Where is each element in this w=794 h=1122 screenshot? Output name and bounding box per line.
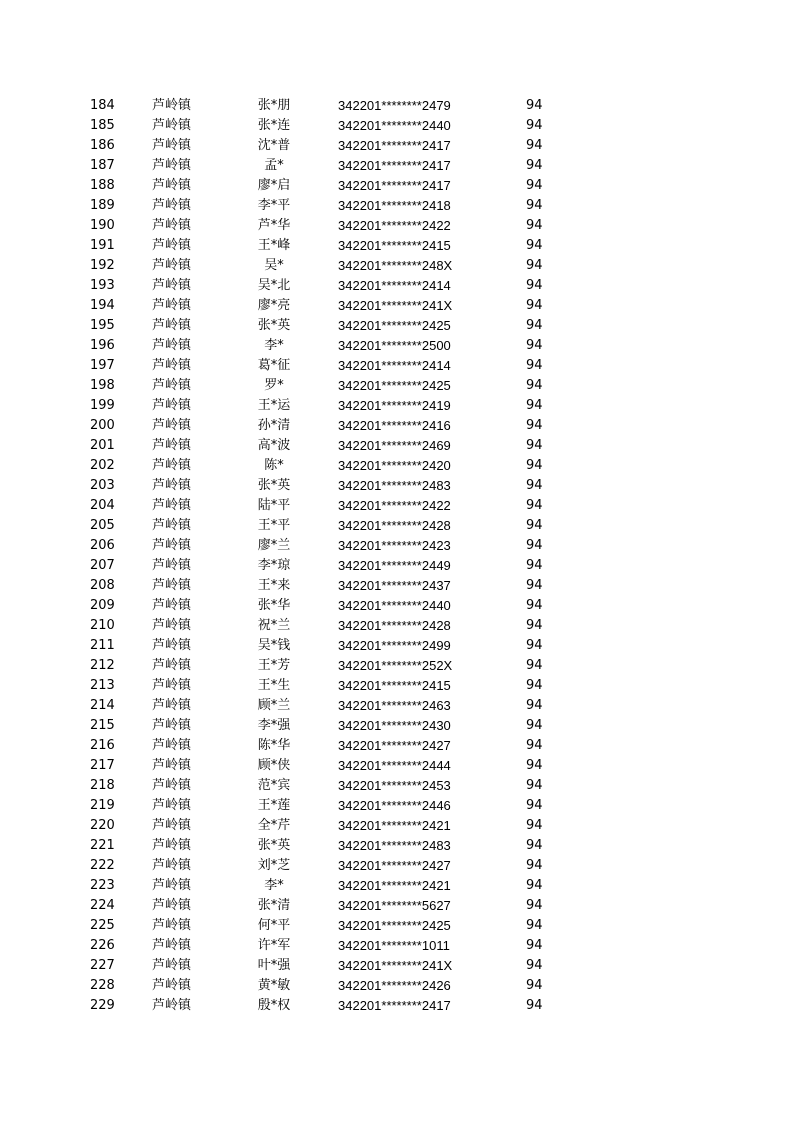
score-value: 94 — [526, 898, 543, 913]
person-name: 陈* — [264, 458, 284, 473]
town-name: 芦岭镇 — [152, 438, 192, 453]
town-name: 芦岭镇 — [152, 478, 192, 493]
row-number: 217 — [90, 758, 115, 773]
person-name: 李*强 — [257, 718, 291, 733]
score-value: 94 — [526, 258, 543, 273]
score-value: 94 — [526, 958, 543, 973]
score-value: 94 — [526, 758, 543, 773]
person-name: 吴*北 — [257, 278, 291, 293]
town-name: 芦岭镇 — [152, 578, 192, 593]
table-row — [0, 156, 794, 176]
person-name: 张*英 — [257, 478, 291, 493]
row-number: 205 — [90, 518, 115, 533]
table-row — [0, 416, 794, 436]
row-number: 200 — [90, 418, 115, 433]
id-number: 342201********2416 — [338, 418, 451, 433]
table-row — [0, 756, 794, 776]
id-number: 342201********2426 — [338, 978, 451, 993]
id-number: 342201********2414 — [338, 278, 451, 293]
town-name: 芦岭镇 — [152, 658, 192, 673]
id-number: 342201********2418 — [338, 198, 451, 213]
row-number: 220 — [90, 818, 115, 833]
row-number: 196 — [90, 338, 115, 353]
row-number: 213 — [90, 678, 115, 693]
score-value: 94 — [526, 418, 543, 433]
id-number: 342201********2479 — [338, 98, 451, 113]
table-row — [0, 276, 794, 296]
table-row — [0, 336, 794, 356]
id-number: 342201********2425 — [338, 318, 451, 333]
table-row — [0, 796, 794, 816]
id-number: 342201********252X — [338, 658, 453, 673]
table-row — [0, 576, 794, 596]
table-row — [0, 816, 794, 836]
row-number: 208 — [90, 578, 115, 593]
score-value: 94 — [526, 818, 543, 833]
person-name: 叶*强 — [257, 958, 291, 973]
person-name: 吴* — [264, 258, 284, 273]
town-name: 芦岭镇 — [152, 338, 192, 353]
person-name: 李*平 — [257, 198, 291, 213]
table-row — [0, 736, 794, 756]
table-row — [0, 596, 794, 616]
score-value: 94 — [526, 978, 543, 993]
id-number: 342201********2453 — [338, 778, 451, 793]
table-row — [0, 676, 794, 696]
town-name: 芦岭镇 — [152, 538, 192, 553]
score-value: 94 — [526, 998, 543, 1013]
id-number: 342201********2446 — [338, 798, 451, 813]
score-value: 94 — [526, 778, 543, 793]
row-number: 184 — [90, 98, 115, 113]
row-number: 224 — [90, 898, 115, 913]
person-name: 李* — [264, 338, 284, 353]
row-number: 197 — [90, 358, 115, 373]
table-row — [0, 876, 794, 896]
table-row — [0, 696, 794, 716]
town-name: 芦岭镇 — [152, 298, 192, 313]
person-name: 罗* — [264, 378, 284, 393]
score-value: 94 — [526, 598, 543, 613]
table-row — [0, 896, 794, 916]
table-row — [0, 216, 794, 236]
person-name: 李*琼 — [257, 558, 291, 573]
id-number: 342201********2415 — [338, 678, 451, 693]
id-number: 342201********1011 — [338, 938, 450, 953]
row-number: 218 — [90, 778, 115, 793]
person-name: 祝*兰 — [257, 618, 291, 633]
score-value: 94 — [526, 918, 543, 933]
person-name: 范*宾 — [257, 778, 291, 793]
person-name: 张*清 — [257, 898, 291, 913]
table-row — [0, 956, 794, 976]
table-row — [0, 976, 794, 996]
row-number: 187 — [90, 158, 115, 173]
row-number: 216 — [90, 738, 115, 753]
person-name: 吴*钱 — [257, 638, 291, 653]
id-number: 342201********2419 — [338, 398, 451, 413]
row-number: 226 — [90, 938, 115, 953]
score-value: 94 — [526, 698, 543, 713]
id-number: 342201********2421 — [338, 878, 451, 893]
row-number: 198 — [90, 378, 115, 393]
table-row — [0, 456, 794, 476]
town-name: 芦岭镇 — [152, 318, 192, 333]
person-name: 王*运 — [257, 398, 291, 413]
row-number: 219 — [90, 798, 115, 813]
person-name: 张*华 — [257, 598, 291, 613]
town-name: 芦岭镇 — [152, 838, 192, 853]
score-value: 94 — [526, 338, 543, 353]
id-number: 342201********2430 — [338, 718, 451, 733]
score-value: 94 — [526, 218, 543, 233]
score-value: 94 — [526, 98, 543, 113]
row-number: 222 — [90, 858, 115, 873]
person-name: 廖*亮 — [257, 298, 291, 313]
person-name: 王*生 — [257, 678, 291, 693]
town-name: 芦岭镇 — [152, 718, 192, 733]
score-value: 94 — [526, 618, 543, 633]
row-number: 227 — [90, 958, 115, 973]
row-number: 206 — [90, 538, 115, 553]
table-row — [0, 996, 794, 1016]
id-number: 342201********2421 — [338, 818, 451, 833]
id-number: 342201********2483 — [338, 838, 451, 853]
id-number: 342201********241X — [338, 298, 453, 313]
score-value: 94 — [526, 738, 543, 753]
town-name: 芦岭镇 — [152, 238, 192, 253]
town-name: 芦岭镇 — [152, 558, 192, 573]
town-name: 芦岭镇 — [152, 178, 192, 193]
table-row — [0, 376, 794, 396]
row-number: 204 — [90, 498, 115, 513]
row-number: 195 — [90, 318, 115, 333]
table-row — [0, 356, 794, 376]
row-number: 207 — [90, 558, 115, 573]
town-name: 芦岭镇 — [152, 898, 192, 913]
id-number: 342201********2422 — [338, 218, 451, 233]
id-number: 342201********2414 — [338, 358, 451, 373]
person-name: 王*峰 — [257, 238, 291, 253]
person-name: 芦*华 — [257, 218, 291, 233]
row-number: 188 — [90, 178, 115, 193]
person-name: 廖*启 — [257, 178, 291, 193]
town-name: 芦岭镇 — [152, 678, 192, 693]
town-name: 芦岭镇 — [152, 618, 192, 633]
row-number: 199 — [90, 398, 115, 413]
town-name: 芦岭镇 — [152, 698, 192, 713]
person-name: 张*英 — [257, 318, 291, 333]
id-number: 342201********5627 — [338, 898, 451, 913]
town-name: 芦岭镇 — [152, 458, 192, 473]
id-number: 342201********2428 — [338, 618, 451, 633]
town-name: 芦岭镇 — [152, 418, 192, 433]
score-value: 94 — [526, 638, 543, 653]
town-name: 芦岭镇 — [152, 798, 192, 813]
town-name: 芦岭镇 — [152, 98, 192, 113]
town-name: 芦岭镇 — [152, 878, 192, 893]
town-name: 芦岭镇 — [152, 138, 192, 153]
table-row — [0, 616, 794, 636]
person-name: 沈*普 — [257, 138, 291, 153]
person-name: 刘*芝 — [257, 858, 291, 873]
row-number: 192 — [90, 258, 115, 273]
id-number: 342201********2499 — [338, 638, 451, 653]
table-row — [0, 636, 794, 656]
id-number: 342201********2437 — [338, 578, 451, 593]
row-number: 185 — [90, 118, 115, 133]
row-number: 209 — [90, 598, 115, 613]
score-value: 94 — [526, 158, 543, 173]
score-value: 94 — [526, 478, 543, 493]
score-value: 94 — [526, 678, 543, 693]
id-number: 342201********2483 — [338, 478, 451, 493]
id-number: 342201********2417 — [338, 178, 451, 193]
id-number: 342201********2425 — [338, 918, 451, 933]
id-number: 342201********2420 — [338, 458, 451, 473]
table-row — [0, 656, 794, 676]
table-row — [0, 836, 794, 856]
town-name: 芦岭镇 — [152, 938, 192, 953]
table-row — [0, 476, 794, 496]
id-number: 342201********2423 — [338, 538, 451, 553]
score-value: 94 — [526, 438, 543, 453]
town-name: 芦岭镇 — [152, 758, 192, 773]
score-value: 94 — [526, 878, 543, 893]
id-number: 342201********2469 — [338, 438, 451, 453]
row-number: 193 — [90, 278, 115, 293]
table-row — [0, 776, 794, 796]
row-number: 214 — [90, 698, 115, 713]
table-row — [0, 436, 794, 456]
person-name: 何*平 — [257, 918, 291, 933]
score-value: 94 — [526, 238, 543, 253]
score-value: 94 — [526, 278, 543, 293]
town-name: 芦岭镇 — [152, 638, 192, 653]
table-row — [0, 256, 794, 276]
person-name: 张*朋 — [257, 98, 291, 113]
score-value: 94 — [526, 378, 543, 393]
table-row — [0, 236, 794, 256]
id-number: 342201********2449 — [338, 558, 451, 573]
id-number: 342201********2425 — [338, 378, 451, 393]
person-name: 王*莲 — [257, 798, 291, 813]
id-number: 342201********2417 — [338, 158, 451, 173]
score-value: 94 — [526, 178, 543, 193]
score-value: 94 — [526, 318, 543, 333]
table-row — [0, 176, 794, 196]
id-number: 342201********2427 — [338, 858, 451, 873]
town-name: 芦岭镇 — [152, 818, 192, 833]
score-value: 94 — [526, 858, 543, 873]
person-name: 张*英 — [257, 838, 291, 853]
table-row — [0, 916, 794, 936]
table-row — [0, 936, 794, 956]
person-name: 廖*兰 — [257, 538, 291, 553]
id-number: 342201********2422 — [338, 498, 451, 513]
person-name: 张*连 — [257, 118, 291, 133]
town-name: 芦岭镇 — [152, 598, 192, 613]
person-name: 顾*侠 — [257, 758, 291, 773]
table-row — [0, 116, 794, 136]
table-row — [0, 496, 794, 516]
person-name: 孟* — [264, 158, 284, 173]
town-name: 芦岭镇 — [152, 258, 192, 273]
person-name: 高*波 — [257, 438, 291, 453]
score-value: 94 — [526, 398, 543, 413]
table-row — [0, 516, 794, 536]
town-name: 芦岭镇 — [152, 498, 192, 513]
town-name: 芦岭镇 — [152, 378, 192, 393]
table-row — [0, 136, 794, 156]
row-number: 228 — [90, 978, 115, 993]
id-number: 342201********2417 — [338, 138, 451, 153]
score-value: 94 — [526, 658, 543, 673]
row-number: 186 — [90, 138, 115, 153]
score-value: 94 — [526, 558, 543, 573]
score-value: 94 — [526, 538, 543, 553]
score-value: 94 — [526, 298, 543, 313]
table-row — [0, 536, 794, 556]
score-value: 94 — [526, 118, 543, 133]
score-value: 94 — [526, 198, 543, 213]
table-row — [0, 296, 794, 316]
town-name: 芦岭镇 — [152, 218, 192, 233]
person-name: 王*平 — [257, 518, 291, 533]
table-row — [0, 716, 794, 736]
row-number: 203 — [90, 478, 115, 493]
score-value: 94 — [526, 718, 543, 733]
person-name: 王*芳 — [257, 658, 291, 673]
person-name: 殷*权 — [257, 998, 291, 1013]
town-name: 芦岭镇 — [152, 858, 192, 873]
town-name: 芦岭镇 — [152, 278, 192, 293]
town-name: 芦岭镇 — [152, 738, 192, 753]
row-number: 190 — [90, 218, 115, 233]
row-number: 215 — [90, 718, 115, 733]
person-name: 陈*华 — [257, 738, 291, 753]
town-name: 芦岭镇 — [152, 158, 192, 173]
score-value: 94 — [526, 838, 543, 853]
id-number: 342201********241X — [338, 958, 453, 973]
person-name: 全*芹 — [257, 818, 291, 833]
town-name: 芦岭镇 — [152, 518, 192, 533]
town-name: 芦岭镇 — [152, 198, 192, 213]
row-number: 202 — [90, 458, 115, 473]
score-value: 94 — [526, 458, 543, 473]
score-value: 94 — [526, 358, 543, 373]
town-name: 芦岭镇 — [152, 918, 192, 933]
score-value: 94 — [526, 498, 543, 513]
table-row — [0, 316, 794, 336]
id-number: 342201********2417 — [338, 998, 451, 1013]
row-number: 189 — [90, 198, 115, 213]
table-row — [0, 96, 794, 116]
row-number: 201 — [90, 438, 115, 453]
town-name: 芦岭镇 — [152, 358, 192, 373]
person-name: 黄*敏 — [257, 978, 291, 993]
score-value: 94 — [526, 518, 543, 533]
row-number: 229 — [90, 998, 115, 1013]
row-number: 221 — [90, 838, 115, 853]
score-value: 94 — [526, 138, 543, 153]
person-name: 李* — [264, 878, 284, 893]
score-value: 94 — [526, 938, 543, 953]
id-number: 342201********2440 — [338, 598, 451, 613]
person-name: 王*来 — [257, 578, 291, 593]
person-name: 陆*平 — [257, 498, 291, 513]
town-name: 芦岭镇 — [152, 778, 192, 793]
person-name: 许*军 — [257, 938, 291, 953]
person-name: 孙*清 — [257, 418, 291, 433]
row-number: 223 — [90, 878, 115, 893]
score-value: 94 — [526, 798, 543, 813]
table-row — [0, 556, 794, 576]
id-number: 342201********2427 — [338, 738, 451, 753]
row-number: 212 — [90, 658, 115, 673]
table-row — [0, 196, 794, 216]
id-number: 342201********2440 — [338, 118, 451, 133]
row-number: 211 — [90, 638, 115, 653]
id-number: 342201********2500 — [338, 338, 451, 353]
person-name: 顾*兰 — [257, 698, 291, 713]
id-number: 342201********2415 — [338, 238, 451, 253]
town-name: 芦岭镇 — [152, 398, 192, 413]
town-name: 芦岭镇 — [152, 998, 192, 1013]
row-number: 194 — [90, 298, 115, 313]
id-number: 342201********2463 — [338, 698, 451, 713]
score-value: 94 — [526, 578, 543, 593]
person-name: 葛*征 — [257, 358, 291, 373]
table-row — [0, 856, 794, 876]
town-name: 芦岭镇 — [152, 118, 192, 133]
row-number: 210 — [90, 618, 115, 633]
town-name: 芦岭镇 — [152, 978, 192, 993]
id-number: 342201********248X — [338, 258, 453, 273]
table-row — [0, 396, 794, 416]
row-number: 191 — [90, 238, 115, 253]
id-number: 342201********2444 — [338, 758, 451, 773]
id-number: 342201********2428 — [338, 518, 451, 533]
data-table — [0, 96, 794, 1016]
town-name: 芦岭镇 — [152, 958, 192, 973]
row-number: 225 — [90, 918, 115, 933]
